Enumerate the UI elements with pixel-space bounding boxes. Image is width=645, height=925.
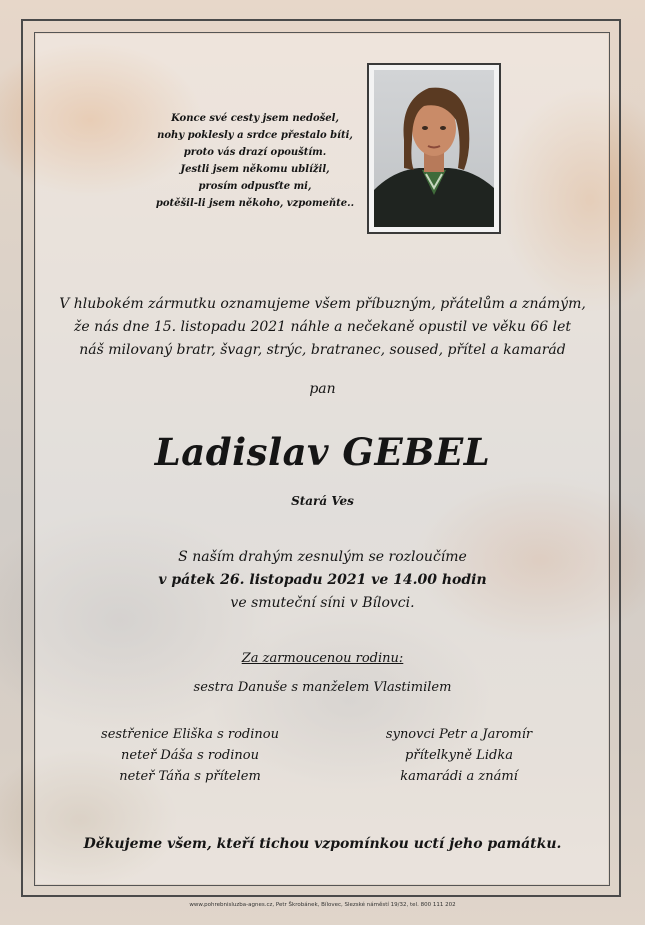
poem-line: prosím odpusťte mi, [198,181,312,192]
ceremony-place: ve smuteční síni v Bílovci. [230,595,415,611]
memorial-poem [110,110,400,212]
ceremony-date: v pátek 26. listopadu 2021 ve 14.00 hodin [158,572,487,588]
thanks-line: Děkujeme všem, kteří tichou vzpomínkou uctí jeho památku. [83,836,562,852]
announcement-line: V hlubokém zármutku oznamujeme všem příbuzným, přátelům a známým, [59,296,586,312]
family-right-column [349,724,569,787]
poem-line: Konce své cesty jsem nedošel, [171,113,339,124]
family-member: sestřenice Eliška s rodinou [101,727,279,742]
poem-line: Jestli jsem někomu ublížil, [180,164,330,175]
portrait-frame [367,63,501,234]
announcement-line: že nás dne 15. listopadu 2021 náhle a nečekaně opustil ve věku 66 let [73,319,571,335]
poem-line: potěšil-li jsem někoho, vzpomeňte.. [155,198,355,209]
poem-line: nohy poklesly a srdce přestalo bíti, [157,130,353,141]
deceased-name: Ladislav GEBEL [154,430,491,474]
family-heading: Za zarmoucenou rodinu: [241,651,404,666]
announcement-text [0,293,645,362]
poem-line: proto vás drazí opouštím. [183,147,327,158]
family-member: kamarádi a známí [400,769,518,784]
announcement-line: náš milovaný bratr, švagr, strýc, bratranec, soused, přítel a kamarád [79,342,566,358]
ceremony-line: S naším drahým zesnulým se rozloučíme [178,549,467,565]
funeral-service-footer: www.pohrebnisluzba-agnes.cz, Petr Škrobánek, Bílovec, Slezské náměstí 19/32, tel. 800 111 202 [189,902,456,908]
hometown: Stará Ves [291,494,354,508]
family-member: synovci Petr a Jaromír [385,727,533,742]
family-left-column [80,724,300,787]
family-member: neteř Dáša s rodinou [121,748,259,763]
family-member: přítelkyně Lidka [405,748,513,763]
portrait-photo [374,70,494,227]
family-sister: sestra Danuše s manželem Vlastimilem [193,680,452,695]
ceremony-info [0,546,645,615]
family-member: neteř Táňa s přítelem [119,769,261,784]
title-mister: pan [309,381,336,397]
